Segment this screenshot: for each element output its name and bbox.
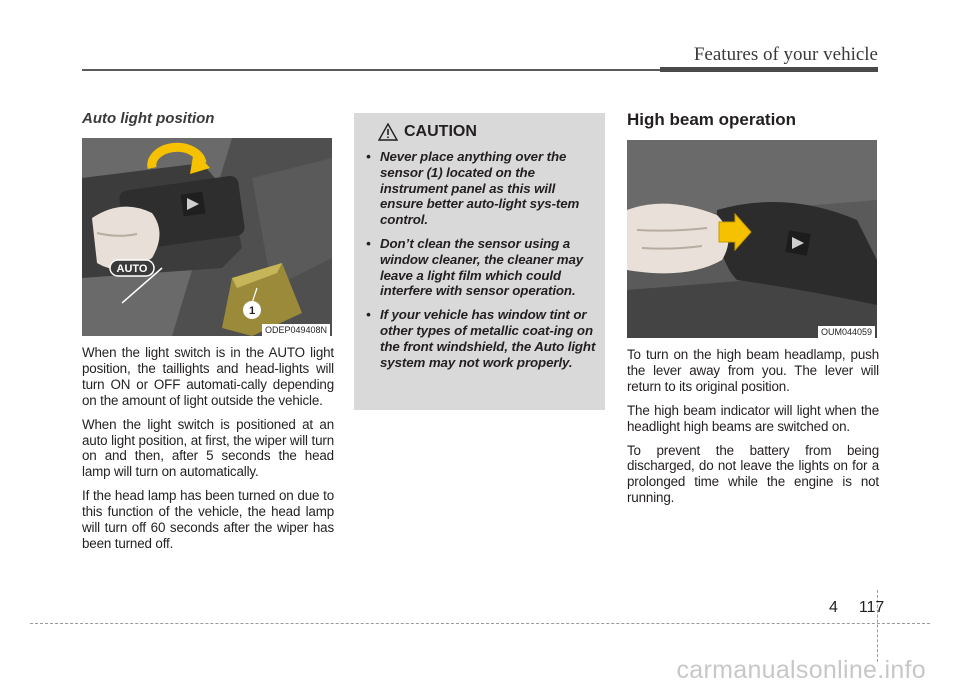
page-number-value: 117 (858, 599, 885, 616)
caution-item-text: Don’t clean the sensor using a window cleaner, the cleaner may leave a light film which could interfere with sensor operation. (380, 235, 584, 299)
footer-rule (30, 623, 930, 624)
figure-code: OUM044059 (818, 326, 875, 338)
bullet: • (366, 307, 371, 323)
paragraph: The high beam indicator will light when the headlight high beams are switched on. (627, 402, 879, 434)
caution-item (366, 149, 598, 228)
paragraph: If the head lamp has been turned on due to this function of the vehicle, the head lamp will turn off 60 seconds after the wiper has been turned off. (82, 488, 334, 551)
auto-label: AUTO (116, 263, 148, 275)
high-beam-title: High beam operation (627, 110, 797, 129)
caution-item (366, 236, 598, 299)
sensor-callout: 1 (248, 305, 256, 317)
running-header: Features of your vehicle (693, 44, 878, 65)
bullet: • (366, 149, 371, 164)
paragraph: To turn on the high beam headlamp, push the lever away from you. The lever will return to its original position. (627, 347, 879, 394)
auto-light-illustration (82, 138, 332, 336)
caution-item-text: Never place anything over the sensor (1) located on the instrument panel as this will ensure better auto-light sys-tem control. (380, 149, 580, 228)
right-column (627, 110, 879, 514)
figure-code: ODEP049408N (262, 324, 330, 336)
warning-triangle-icon (378, 123, 398, 141)
high-beam-illustration (627, 140, 877, 338)
caution-item (366, 307, 598, 370)
caution-box (354, 113, 605, 410)
header-rule-accent (660, 67, 878, 72)
auto-light-figure (82, 138, 332, 336)
page-number (829, 599, 884, 617)
chapter-number: 4 (829, 599, 838, 616)
paragraph: When the light switch is in the AUTO light position, the taillights and head-lights will turn ON or OFF automati-cally depending on the amount of light outside the vehicle. (82, 345, 334, 408)
high-beam-figure (627, 140, 877, 338)
watermark: carmanualsonline.info (676, 656, 926, 684)
left-column (82, 110, 334, 560)
paragraph: To prevent the battery from being discharged, do not leave the lights on for a prolonged time while the engine is not running. (627, 442, 879, 506)
paragraph: When the light switch is positioned at an auto light position, at first, the wiper will turn on and then, after 5 seconds the head lamp will turn on automatically. (82, 416, 334, 480)
caution-item-text: If your vehicle has window tint or other types of metallic coat-ing on the front windshield, the Auto light system may not work properly. (380, 307, 596, 370)
caution-heading (378, 123, 477, 141)
auto-light-subheading: Auto light position (82, 110, 215, 127)
caution-title: CAUTION (404, 123, 477, 140)
bullet: • (366, 235, 371, 251)
caution-list (366, 149, 598, 378)
